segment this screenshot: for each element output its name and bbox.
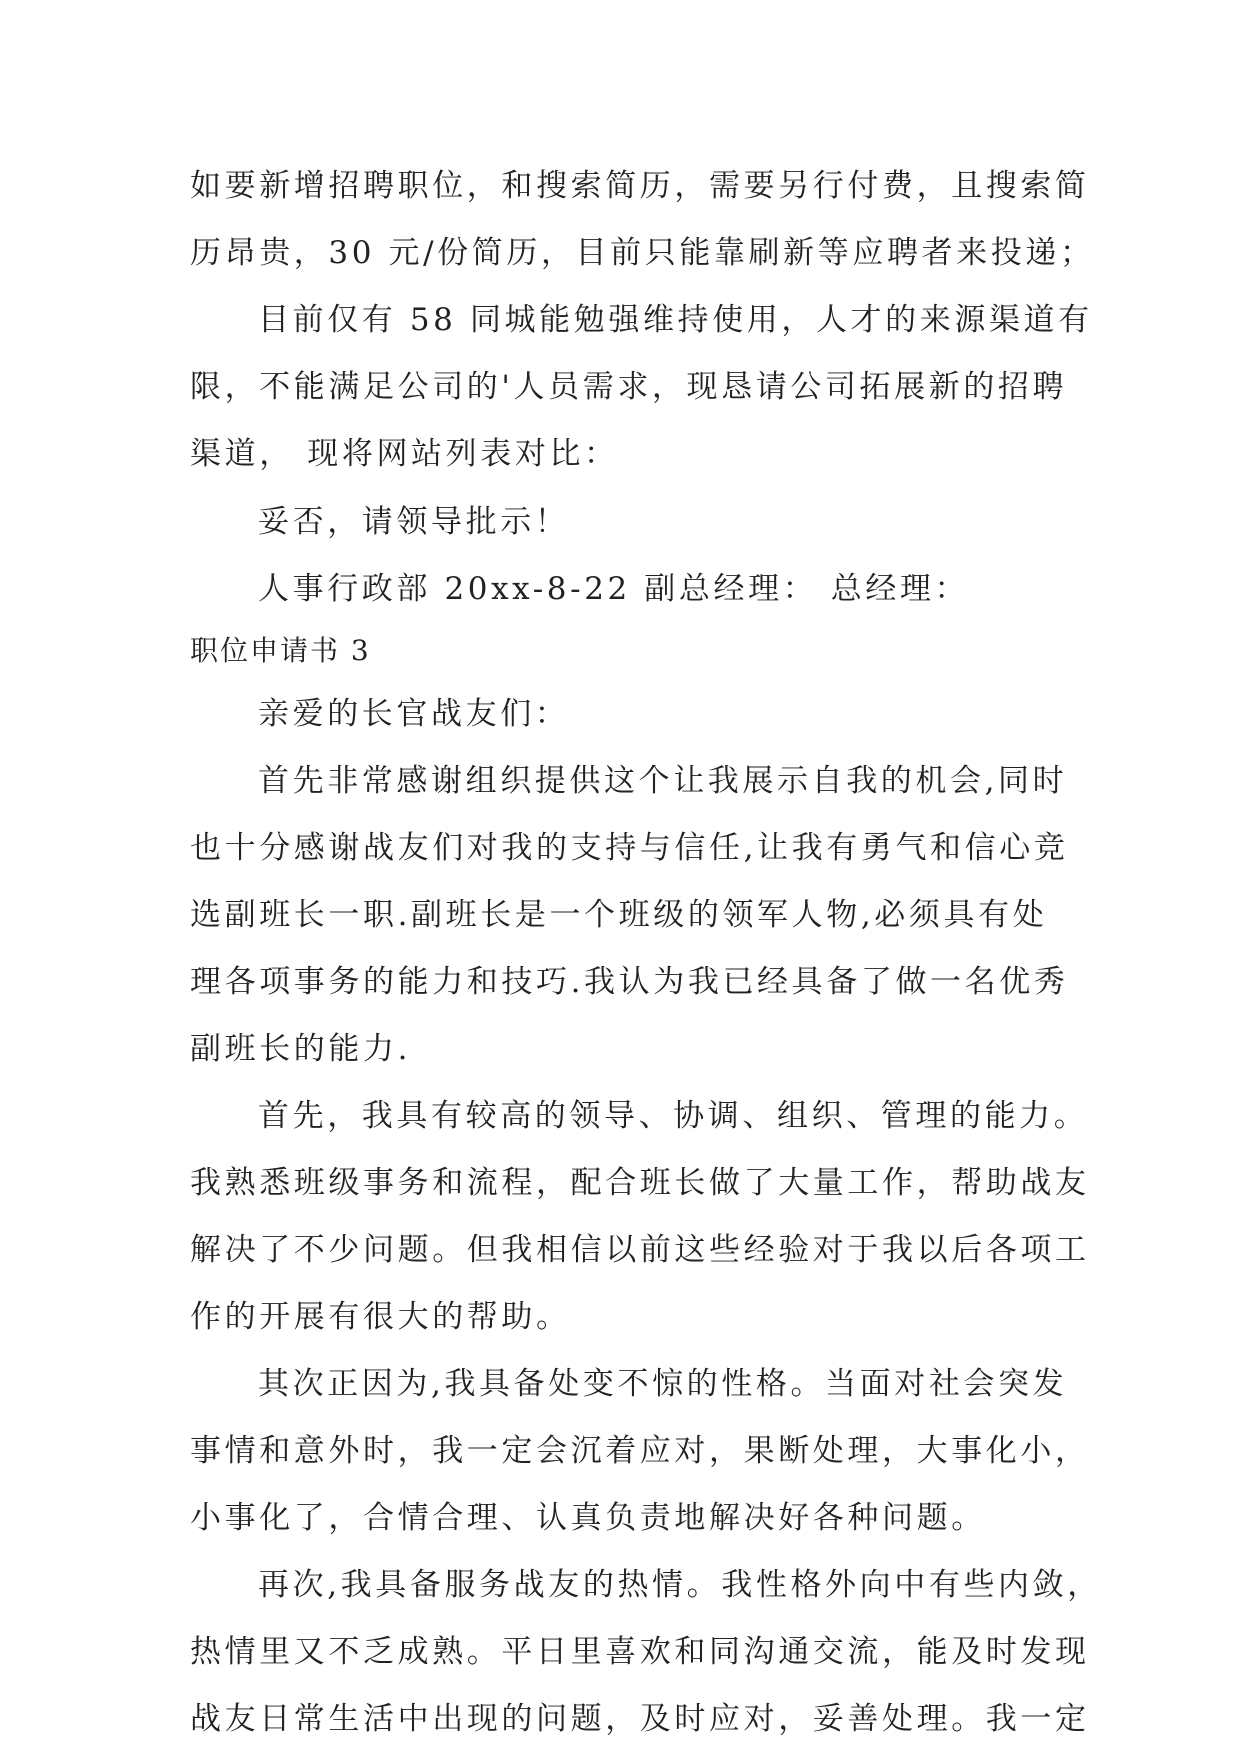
paragraph-line: 其次正因为,我具备处变不惊的性格。当面对社会突发 xyxy=(258,1366,1068,1402)
paragraph-line: 再次,我具备服务战友的热情。我性格外向中有些内敛， xyxy=(258,1567,1102,1603)
paragraph-line: 历昂贵，30 元/份简历，目前只能靠刷新等应聘者来投递； xyxy=(190,235,1095,271)
paragraph-line: 解决了不少问题。但我相信以前这些经验对于我以后各项工 xyxy=(190,1232,1090,1268)
paragraph-line: 渠道， 现将网站列表对比： xyxy=(190,436,619,472)
salutation: 亲爱的长官战友们： xyxy=(258,696,570,732)
paragraph-line: 作的开展有很大的帮助。 xyxy=(190,1299,571,1335)
paragraph-line: 妥否，请领导批示！ xyxy=(258,504,570,540)
signature-line: 人事行政部 20xx-8-22 副总经理： 总经理： xyxy=(258,571,970,607)
paragraph-line: 首先非常感谢组织提供这个让我展示自我的机会,同时 xyxy=(258,763,1068,799)
paragraph-line: 如要新增招聘职位，和搜索简历，需要另行付费，且搜索简 xyxy=(190,168,1090,204)
paragraph-line: 热情里又不乏成熟。平日里喜欢和同沟通交流，能及时发现 xyxy=(190,1634,1090,1670)
paragraph-line: 小事化了，合情合理、认真负责地解决好各种问题。 xyxy=(190,1500,986,1536)
paragraph-line: 选副班长一职.副班长是一个班级的领军人物,必须具有处 xyxy=(190,897,1048,933)
paragraph-line: 首先，我具有较高的领导、协调、组织、管理的能力。 xyxy=(258,1098,1089,1134)
section-title: 职位申请书 3 xyxy=(190,634,371,667)
paragraph-line: 也十分感谢战友们对我的支持与信任,让我有勇气和信心竞 xyxy=(190,830,1069,866)
paragraph-line: 目前仅有 58 同城能勉强维持使用，人才的来源渠道有 xyxy=(258,302,1093,338)
paragraph-line: 副班长的能力. xyxy=(190,1031,412,1067)
paragraph-line: 事情和意外时，我一定会沉着应对，果断处理，大事化小， xyxy=(190,1433,1090,1469)
paragraph-line: 理各项事务的能力和技巧.我认为我已经具备了做一名优秀 xyxy=(190,964,1069,1000)
paragraph-line: 我熟悉班级事务和流程，配合班长做了大量工作，帮助战友 xyxy=(190,1165,1090,1201)
paragraph-line: 限，不能满足公司的'人员需求，现恳请公司拓展新的招聘 xyxy=(190,369,1068,405)
paragraph-line: 战友日常生活中出现的问题，及时应对，妥善处理。我一定 xyxy=(190,1701,1090,1737)
